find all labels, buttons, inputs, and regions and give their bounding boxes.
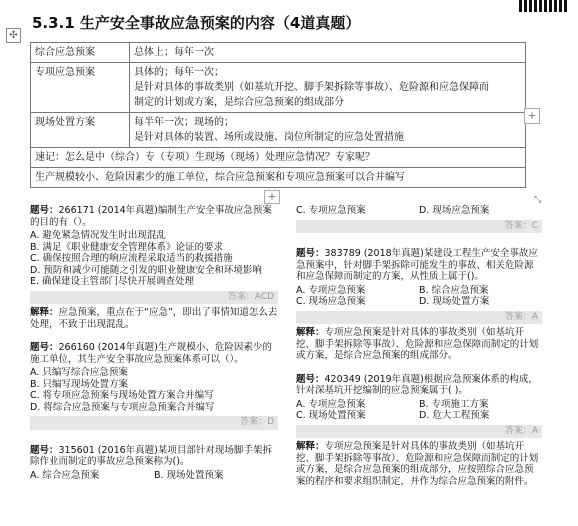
cell-line: 总体上；每年一次 — [134, 47, 214, 58]
option: C. 现场应急预案 — [296, 296, 366, 307]
table-cell-key: 专项应急预案 — [31, 63, 130, 113]
option: A. 综合应急预案 — [30, 469, 100, 481]
option: B. 满足《职业健康安全管理体系》论证的要求 — [30, 241, 224, 253]
option: A. 专项应急预案 — [296, 398, 366, 410]
option: A. 只编写综合应急预案 — [30, 367, 128, 378]
option: C. 确保按照合理的响应流程采取适当的救援措施 — [30, 253, 233, 264]
answer-bar: 答案：A — [296, 311, 542, 325]
cell-line: 是针对具体的装置、场所或设施、岗位所制定的应急处置措施 — [134, 132, 404, 143]
explanation — [296, 327, 542, 362]
answer-bar: 答案：D — [30, 416, 278, 430]
add-row-plus-icon[interactable]: + — [264, 190, 280, 204]
option: C. 现场处置预案 — [296, 410, 366, 421]
table-row — [31, 168, 526, 188]
left-column — [30, 205, 278, 481]
option-row — [296, 410, 542, 422]
table-row — [31, 113, 526, 148]
right-column — [296, 205, 542, 499]
memo-cell: 速记：怎么是中（综合）专（专项）生现场（现场）处理应急情况？专家呢？ — [31, 148, 526, 168]
answer-bar: 答案：C — [296, 220, 542, 234]
cell-line: 是针对具体的事故类别（如基坑开挖、脚手架拆除等事故）、危险源和应急保障而 — [134, 82, 489, 93]
option: B. 现场处置预案 — [154, 469, 224, 481]
table-row — [31, 63, 526, 113]
option-row — [296, 285, 542, 297]
explanation-body: 专项应急预案是针对具体的事故类别（如基坑开挖、脚手架拆除等事故）、危险源和应急保障而制定的计划或方案，是综合应急预案的组成部分。 — [296, 327, 539, 361]
question-text — [296, 374, 542, 397]
question-label: 题号： — [30, 342, 59, 353]
note-cell: 生产规模较小、危险因素少的施工单位，综合应急预案和专项应急预案可以合并编写 — [31, 168, 526, 188]
question-body: 266160 (2014年真题)生产规模小、危险因素少的施工单位，其生产安全事故应急预案体系可以（）。 — [30, 342, 272, 365]
option-row — [30, 470, 278, 482]
option: A. 专项应急预案 — [296, 284, 366, 296]
question-text — [30, 445, 278, 468]
option: B. 专项施工方案 — [419, 398, 489, 410]
qr-code-icon — [519, 0, 569, 12]
question-text — [30, 205, 278, 228]
question-body: 266171 (2014年真题)编制生产安全事故应急预案的目的有（）。 — [30, 205, 272, 228]
explanation-label: 解释： — [296, 327, 325, 338]
question-body: 383789 (2018年真题)某建设工程生产安全事故应急预案中，针对脚手架拆除可能发生的事故、相关危险源和应急保障而制定的方案，从性质上属于()。 — [296, 248, 538, 282]
add-column-plus-icon[interactable]: + — [524, 108, 540, 124]
table-row — [31, 43, 526, 63]
option-row — [296, 399, 542, 411]
option: E. 确保建设主管部门尽快开展调查处理 — [30, 276, 195, 287]
explanation-label: 解释： — [296, 441, 325, 452]
option: C. 专项应急预案 — [296, 205, 366, 216]
move-handle-icon[interactable]: ✣ — [6, 28, 21, 43]
explanation-label: 解释： — [30, 307, 59, 318]
answer-bar: 答案：ACD — [30, 291, 278, 305]
cell-line: 每半年一次；现场的； — [134, 117, 234, 128]
cell-line: 具体的；每年一次； — [134, 67, 224, 78]
option: D. 现场应急预案 — [419, 205, 490, 216]
section-title: 5.3.1 生产安全事故应急预案的内容（4道真题） — [32, 14, 361, 32]
option: C. 将专项应急预案与现场处置方案合并编写 — [30, 390, 214, 401]
explanation — [296, 441, 542, 487]
table-cell-key: 现场处置方案 — [31, 113, 130, 148]
option: A. 避免紧急情况发生时出现混乱 — [30, 230, 166, 241]
question-text — [296, 248, 542, 283]
question-label: 题号： — [30, 444, 59, 456]
question-body: 420349 (2019年真题)根据应急预案体系的构成，针对深基坑开挖编制的应急预案属于( )。 — [296, 373, 538, 396]
explanation-body: 专项应急预案是针对具体的事故类别（如基坑开挖、脚手架拆除等事故）、危险源和应急保障而制定的计划或方案，是综合应急预案的组成部分，应按照综合应急预案的程序和要求组织制定，并作为综合应急预案的附件。 — [296, 441, 539, 487]
answer-bar: 答案：A — [296, 425, 542, 439]
option: D. 现场处置方案 — [419, 296, 490, 307]
cell-line: 制定的计划或方案，是综合应急预案的组成部分 — [134, 97, 344, 108]
question-text — [30, 342, 278, 365]
option: B. 综合应急预案 — [419, 284, 489, 296]
option-row — [296, 296, 542, 308]
question-label: 题号： — [296, 373, 325, 385]
table-cell-value — [130, 43, 526, 63]
table-cell-key: 综合应急预案 — [31, 43, 130, 63]
option: D. 危大工程预案 — [419, 410, 490, 421]
table-row — [31, 148, 526, 168]
option: B. 只编写现场处置方案 — [30, 378, 129, 390]
table-cell-value — [130, 63, 526, 113]
explanation-body: 应急预案，重点在于“应急”，即出了事情知道怎么去处理，不致于出现混乱。 — [30, 307, 278, 330]
option: D. 预防和减少可能随之引发的职业健康安全和环境影响 — [30, 264, 262, 276]
question-label: 题号： — [296, 248, 325, 259]
option: D. 将综合应急预案与专项应急预案合并编写 — [30, 401, 215, 413]
table-cell-value — [130, 113, 526, 148]
resize-icon[interactable]: ⤡ — [534, 195, 542, 205]
explanation — [30, 307, 278, 330]
question-label: 题号： — [30, 205, 59, 216]
option-row — [296, 205, 542, 217]
question-body: 315601 (2016年真题)某项目部针对现场脚手架拆除作业而制定的事故应急预案称为()。 — [30, 444, 272, 467]
summary-table — [30, 42, 526, 188]
